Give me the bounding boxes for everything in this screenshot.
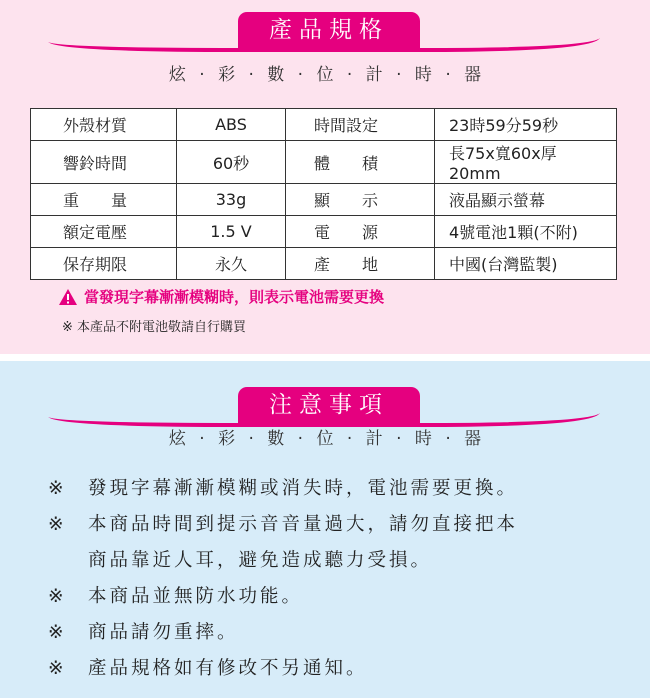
reference-mark: ※ (48, 658, 64, 679)
reference-mark: ※ (48, 622, 64, 643)
spec-table (30, 108, 617, 280)
battery-note: ※ 本產品不附電池敬請自行購買 (62, 320, 247, 335)
spec-label-cell: 時間設定 (286, 109, 435, 141)
notes-item-text: 本商品並無防水功能。 (88, 586, 304, 607)
spec-row (31, 109, 617, 141)
notes-list-item (48, 615, 628, 651)
spec-row (31, 216, 617, 248)
spec-label-cell: 外殼材質 (31, 109, 177, 141)
spec-label-cell: 電 源 (286, 216, 435, 248)
notes-title: 注意事項 (238, 387, 420, 423)
reference-mark: ※ (48, 586, 64, 607)
spec-subtitle: 炫 · 彩 · 數 · 位 · 計 · 時 · 器 (168, 65, 482, 85)
notes-subtitle: 炫 · 彩 · 數 · 位 · 計 · 時 · 器 (168, 429, 482, 449)
spec-value-cell: 永久 (177, 248, 286, 280)
spec-row (31, 248, 617, 280)
notes-item-text: 發現字幕漸漸模糊或消失時，電池需要更換。 (88, 478, 519, 499)
notes-list-item (48, 579, 628, 615)
spec-row (31, 184, 617, 216)
spec-value-cell: 中國(台灣監製) (435, 248, 617, 280)
notes-list-item (48, 507, 628, 543)
notes-item-text: 商品靠近人耳，避免造成聽力受損。 (88, 550, 433, 571)
notes-list-item (48, 471, 628, 507)
notes-item-text: 商品請勿重摔。 (88, 622, 239, 643)
spec-value-cell: 1.5 V (177, 216, 286, 248)
battery-warning (58, 286, 384, 307)
spec-label-cell: 體 積 (286, 141, 435, 184)
spec-value-cell: 23時59分59秒 (435, 109, 617, 141)
spec-label-cell: 響鈴時間 (31, 141, 177, 184)
notes-list (48, 471, 628, 687)
spec-value-cell: 60秒 (177, 141, 286, 184)
notes-list-item (48, 651, 628, 687)
spec-label-cell: 保存期限 (31, 248, 177, 280)
spec-value-cell: ABS (177, 109, 286, 141)
warning-text: 當發現字幕漸漸模糊時，則表示電池需要更換 (84, 288, 385, 306)
spec-label-cell: 顯 示 (286, 184, 435, 216)
reference-mark: ※ (48, 514, 64, 535)
spec-title: 產品規格 (238, 12, 420, 48)
notes-list-item (48, 543, 628, 579)
spec-row (31, 141, 617, 184)
notes-item-text: 產品規格如有修改不另通知。 (88, 658, 368, 679)
spec-label-cell: 產 地 (286, 248, 435, 280)
spec-label-cell: 額定電壓 (31, 216, 177, 248)
spec-header (0, 0, 650, 60)
reference-mark (48, 543, 88, 579)
spec-label-cell: 重 量 (31, 184, 177, 216)
notes-section (0, 361, 650, 698)
notes-item-text: 本商品時間到提示音音量過大，請勿直接把本 (88, 514, 519, 535)
warning-triangle-icon (58, 288, 78, 306)
spec-value-cell: 4號電池1顆(不附) (435, 216, 617, 248)
spec-value-cell: 液晶顯示螢幕 (435, 184, 617, 216)
reference-mark: ※ (48, 478, 64, 499)
spec-value-cell: 長75x寬60x厚20mm (435, 141, 617, 184)
spec-value-cell: 33g (177, 184, 286, 216)
